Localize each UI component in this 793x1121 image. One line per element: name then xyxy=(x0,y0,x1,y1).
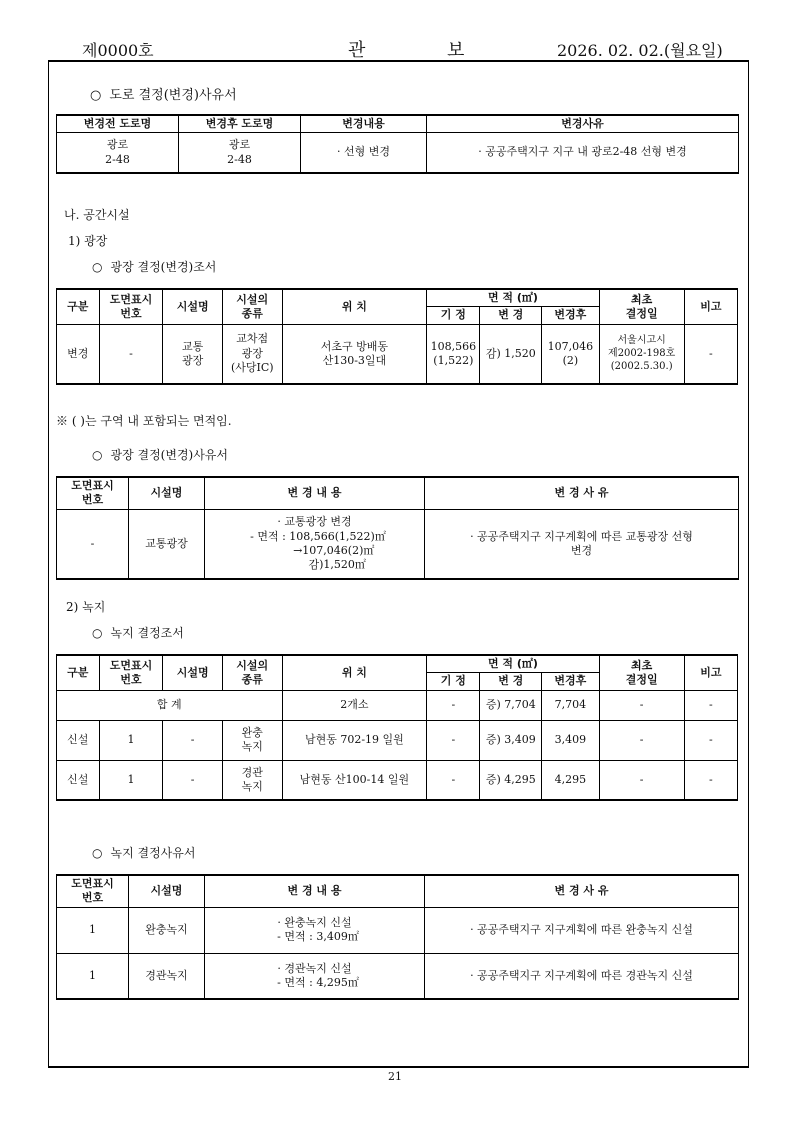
cell-name: - xyxy=(163,760,223,800)
cell-name: 경관녹지 xyxy=(129,953,205,999)
cell-name: 교통광장 xyxy=(129,509,205,579)
table-row xyxy=(57,760,738,800)
cell-existing: - xyxy=(427,690,480,720)
cell-type: 경관 녹지 xyxy=(222,760,282,800)
bullet-circle-icon: ○ xyxy=(92,448,103,462)
cell-type: 교차점 광장 (사당IC) xyxy=(222,324,282,384)
cell-change-content: · 완충녹지 신설 - 면적 : 3,409㎡ xyxy=(205,907,425,953)
cell-drawing: - xyxy=(57,509,129,579)
table-row xyxy=(57,133,739,173)
cell-location: 남현동 702-19 일원 xyxy=(282,720,427,760)
page-number: 21 xyxy=(388,1070,402,1083)
col-header: 변 경 사 유 xyxy=(425,477,739,509)
cell-name: 교통 광장 xyxy=(163,324,223,384)
cell-existing: 108,566 (1,522) xyxy=(427,324,480,384)
cell-gubun: 신설 xyxy=(57,760,100,800)
plaza-footnote: ※ ( )는 구역 내 포함되는 면적임. xyxy=(56,414,232,428)
col-header: 비고 xyxy=(684,289,737,324)
cell-drawing: 1 xyxy=(99,720,163,760)
col-header: 구분 xyxy=(57,655,100,690)
table-row xyxy=(57,953,739,999)
col-header: 변 경 xyxy=(480,307,542,324)
table-row-total xyxy=(57,690,738,720)
green-reason-table xyxy=(56,874,739,1000)
green-decision-heading: ○ 녹지 결정조서 xyxy=(92,626,184,640)
plaza-reason-table xyxy=(56,476,739,580)
col-header: 비고 xyxy=(684,655,737,690)
col-header: 위 치 xyxy=(282,289,427,324)
col-header: 변경사유 xyxy=(427,115,739,133)
col-header: 도면표시 번호 xyxy=(57,875,129,907)
cell-location: 2개소 xyxy=(282,690,427,720)
col-header: 변경후 xyxy=(542,307,599,324)
col-header: 면 적 (㎡) xyxy=(427,655,599,673)
road-after: 광로 2-48 xyxy=(179,133,301,173)
col-header: 변 경 내 용 xyxy=(205,875,425,907)
col-header: 면 적 (㎡) xyxy=(427,289,599,307)
plaza-decision-heading: ○ 광장 결정(변경)조서 xyxy=(92,260,217,274)
cell-type: 완충 녹지 xyxy=(222,720,282,760)
road-reason-table xyxy=(56,114,739,174)
cell-name: 완충녹지 xyxy=(129,907,205,953)
col-header: 시설명 xyxy=(163,655,223,690)
cell-existing: - xyxy=(427,760,480,800)
col-header: 변 경 사 유 xyxy=(425,875,739,907)
plaza-reason-heading: ○ 광장 결정(변경)사유서 xyxy=(92,448,228,462)
col-header: 변경내용 xyxy=(301,115,427,133)
cell-note: - xyxy=(684,690,737,720)
col-header: 도면표시 번호 xyxy=(57,477,129,509)
cell-change: 증) 7,704 xyxy=(480,690,542,720)
cell-change: 증) 3,409 xyxy=(480,720,542,760)
green-subheading: 2) 녹지 xyxy=(66,600,106,614)
col-header: 기 정 xyxy=(427,307,480,324)
col-header: 시설명 xyxy=(129,875,205,907)
road-change-content: · 선형 변경 xyxy=(301,133,427,173)
cell-change-reason: · 공공주택지구 지구계획에 따른 교통광장 선형 변경 xyxy=(425,509,739,579)
issue-number: 제0000호 xyxy=(82,41,154,60)
cell-first-decision: 서울시고시 제2002-198호 (2002.5.30.) xyxy=(599,324,684,384)
col-header: 위 치 xyxy=(282,655,427,690)
cell-first-decision: - xyxy=(599,720,684,760)
cell-existing: - xyxy=(427,720,480,760)
table-row xyxy=(57,324,738,384)
bullet-circle-icon: ○ xyxy=(92,846,103,860)
cell-change: 감) 1,520 xyxy=(480,324,542,384)
col-header: 시설명 xyxy=(163,289,223,324)
col-header: 변 경 xyxy=(480,673,542,690)
col-header: 시설명 xyxy=(129,477,205,509)
cell-change-content: · 경관녹지 신설 - 면적 : 4,295㎡ xyxy=(205,953,425,999)
cell-location: 남현동 산100-14 일원 xyxy=(282,760,427,800)
cell-note: - xyxy=(684,720,737,760)
cell-gubun: 변경 xyxy=(57,324,100,384)
bullet-circle-icon: ○ xyxy=(92,260,103,274)
cell-change: 증) 4,295 xyxy=(480,760,542,800)
cell-gubun: 신설 xyxy=(57,720,100,760)
issue-date: 2026. 02. 02.(월요일) xyxy=(557,41,723,60)
col-header: 기 정 xyxy=(427,673,480,690)
col-header: 변경후 xyxy=(542,673,599,690)
green-decision-table xyxy=(56,654,738,801)
table-row xyxy=(57,720,738,760)
road-change-reason: · 공공주택지구 지구 내 광로2-48 선형 변경 xyxy=(427,133,739,173)
table-row xyxy=(57,907,739,953)
cell-after: 7,704 xyxy=(542,690,599,720)
gazette-title-part1: 관 xyxy=(348,40,366,61)
cell-drawing: 1 xyxy=(57,953,129,999)
col-header: 변경전 도로명 xyxy=(57,115,179,133)
col-header: 변 경 내 용 xyxy=(205,477,425,509)
cell-name: - xyxy=(163,720,223,760)
cell-change-content: · 교통광장 변경 - 면적 : 108,566(1,522)㎡ →107,046(2)㎡ 감)1,520㎡ xyxy=(205,509,425,579)
road-before: 광로 2-48 xyxy=(57,133,179,173)
cell-first-decision: - xyxy=(599,760,684,800)
plaza-decision-table xyxy=(56,288,738,385)
section-spatial-heading: 나. 공간시설 xyxy=(64,208,130,222)
cell-drawing: - xyxy=(99,324,163,384)
cell-change-reason: · 공공주택지구 지구계획에 따른 경관녹지 신설 xyxy=(425,953,739,999)
col-header: 시설의 종류 xyxy=(222,289,282,324)
gazette-title-part2: 보 xyxy=(447,40,465,61)
road-reason-heading: ○ 도로 결정(변경)사유서 xyxy=(90,88,237,103)
cell-after: 107,046 (2) xyxy=(542,324,599,384)
plaza-subheading: 1) 광장 xyxy=(68,234,108,248)
col-header: 도면표시 번호 xyxy=(99,655,163,690)
cell-note: - xyxy=(684,324,737,384)
cell-change-reason: · 공공주택지구 지구계획에 따른 완충녹지 신설 xyxy=(425,907,739,953)
cell-drawing: 1 xyxy=(99,760,163,800)
cell-location: 서초구 방배동 산130-3일대 xyxy=(282,324,427,384)
col-header: 구분 xyxy=(57,289,100,324)
cell-note: - xyxy=(684,760,737,800)
col-header: 도면표시 번호 xyxy=(99,289,163,324)
green-reason-heading: ○ 녹지 결정사유서 xyxy=(92,846,196,860)
col-header: 시설의 종류 xyxy=(222,655,282,690)
cell-first-decision: - xyxy=(599,690,684,720)
cell-after: 4,295 xyxy=(542,760,599,800)
bullet-circle-icon: ○ xyxy=(90,88,102,103)
col-header: 변경후 도로명 xyxy=(179,115,301,133)
bullet-circle-icon: ○ xyxy=(92,626,103,640)
col-header: 최초 결정일 xyxy=(599,289,684,324)
cell-total-label: 합 계 xyxy=(57,690,283,720)
col-header: 최초 결정일 xyxy=(599,655,684,690)
cell-after: 3,409 xyxy=(542,720,599,760)
table-row xyxy=(57,509,739,579)
cell-drawing: 1 xyxy=(57,907,129,953)
